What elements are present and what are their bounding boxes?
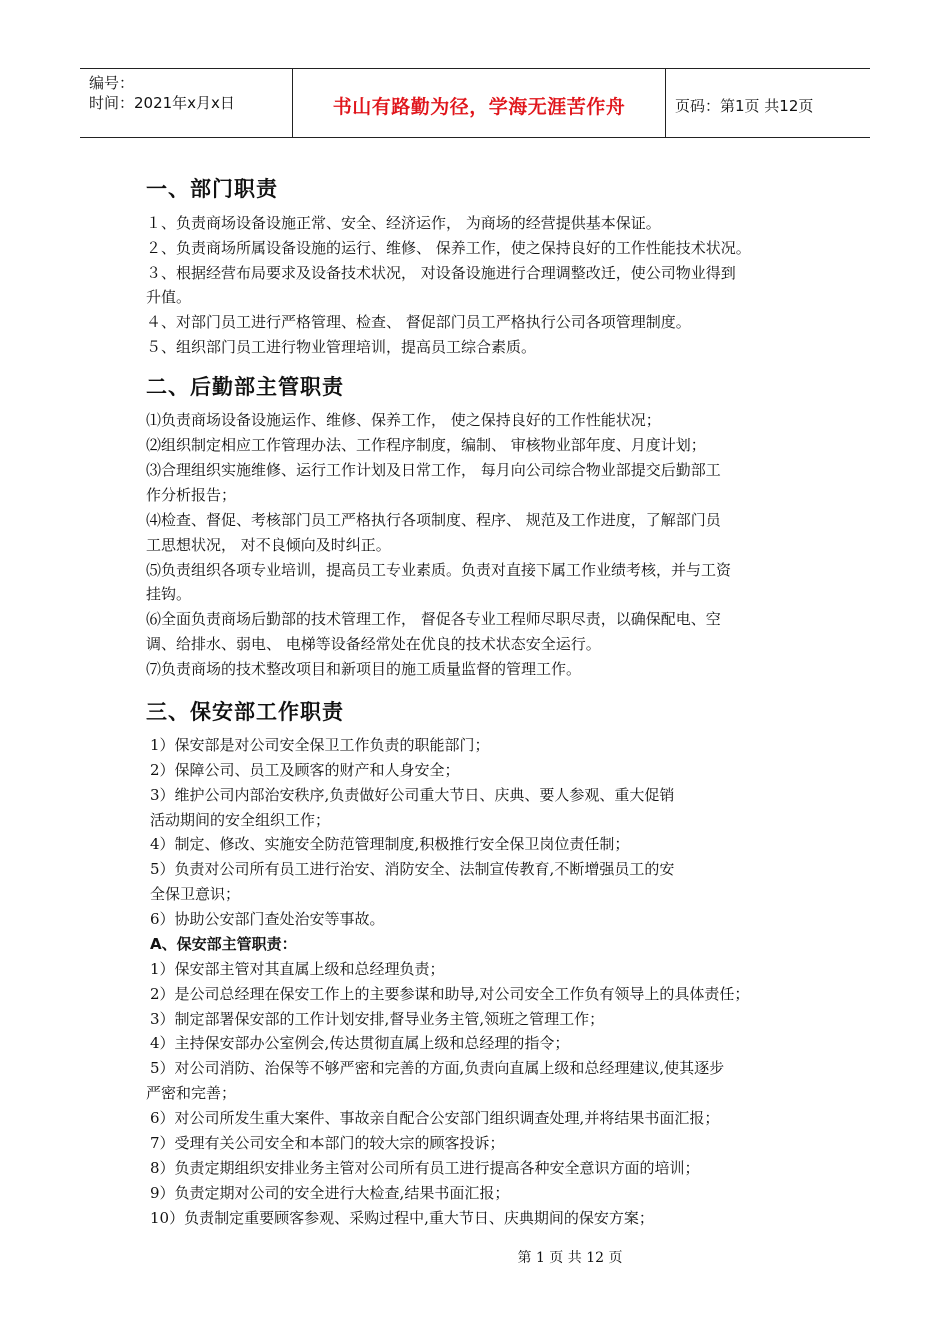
paragraph-line: ５、组织部门员工进行物业管理培训，提高员工综合素质。: [146, 338, 537, 356]
header-page-label: 页码：第1页 共12页: [675, 96, 814, 115]
paragraph-line: ２、负责商场所属设备设施的运行、维修、 保养工作，使之保持良好的工作性能技术状况。: [146, 239, 751, 257]
section-title: 二、后勤部主管职责: [146, 375, 344, 399]
paragraph-line: 10）负责制定重要顾客参观、采购过程中,重大节日、庆典期间的保安方案；: [150, 1209, 654, 1227]
paragraph-line: ⑵组织制定相应工作管理办法、工作程序制度，编制、 审核物业部年度、月度计划；: [146, 436, 706, 454]
paragraph-line: ⑺负责商场的技术整改项目和新项目的施工质量监督的管理工作。: [146, 660, 582, 678]
paragraph-line: 1）保安部是对公司安全保卫工作负责的职能部门；: [150, 736, 490, 754]
paragraph-line: １、负责商场设备设施正常、安全、经济运作， 为商场的经营提供基本保证。: [146, 214, 661, 232]
paragraph-line: 2）保障公司、员工及顾客的财产和人身安全；: [150, 761, 460, 779]
header-motto: 书山有路勤为径，学海无涯苦作舟: [293, 69, 666, 137]
page-header: [80, 68, 870, 138]
paragraph-line: 3）维护公司内部治安秩序,负责做好公司重大节日、庆典、要人参观、重大促销: [150, 786, 675, 804]
number-label: 编号：: [89, 74, 135, 92]
section-title: 一、部门职责: [146, 177, 278, 201]
paragraph-line: 9）负责定期对公司的安全进行大检查,结果书面汇报；: [150, 1184, 510, 1202]
paragraph-line: 升值。: [146, 288, 192, 306]
paragraph-line: ４、对部门员工进行严格管理、检查、 督促部门员工严格执行公司各项管理制度。: [146, 313, 691, 331]
header-meta: [80, 69, 293, 137]
paragraph-line: 调、给排水、弱电、 电梯等设备经常处在优良的技术状态安全运行。: [146, 635, 601, 653]
paragraph-line: 4）主持保安部办公室例会,传达贯彻直属上级和总经理的指令；: [150, 1034, 570, 1052]
paragraph-line: 全保卫意识；: [150, 885, 241, 903]
paragraph-line: ⑷检查、督促、考核部门员工严格执行各项制度、程序、 规范及工作进度，了解部门员: [146, 511, 721, 529]
subsection-heading: A、保安部主管职责：: [150, 935, 297, 953]
paragraph-line: 8）负责定期组织安排业务主管对公司所有员工进行提高各种安全意识方面的培训；: [150, 1159, 700, 1177]
paragraph-line: ⑴负责商场设备设施运作、维修、保养工作， 使之保持良好的工作性能状况；: [146, 411, 661, 429]
paragraph-line: 1）保安部主管对其直属上级和总经理负责；: [150, 960, 445, 978]
paragraph-line: ⑸负责组织各项专业培训，提高员工专业素质。负责对直接下属工作业绩考核，并与工资: [146, 561, 732, 579]
paragraph-line: 2）是公司总经理在保安工作上的主要参谋和助导,对公司安全工作负有领导上的具体责任；: [150, 985, 750, 1003]
paragraph-line: 5）对公司消防、治保等不够严密和完善的方面,负责向直属上级和总经理建议,使其逐步: [150, 1059, 725, 1077]
paragraph-line: 作分析报告；: [146, 486, 237, 504]
paragraph-line: 活动期间的安全组织工作；: [150, 811, 331, 829]
paragraph-line: 6）协助公安部门查处治安等事故。: [150, 910, 385, 928]
paragraph-line: 挂钩。: [146, 585, 192, 603]
paragraph-line: ⑹全面负责商场后勤部的技术管理工作， 督促各专业工程师尽职尽责，以确保配电、空: [146, 610, 721, 628]
paragraph-line: ⑶合理组织实施维修、运行工作计划及日常工作， 每月向公司综合物业部提交后勤部工: [146, 461, 721, 479]
paragraph-line: 工思想状况， 对不良倾向及时纠正。: [146, 536, 391, 554]
paragraph-line: 6）对公司所发生重大案件、事故亲自配合公安部门组织调查处理,并将结果书面汇报；: [150, 1109, 720, 1127]
paragraph-line: 3）制定部署保安部的工作计划安排,督导业务主管,领班之管理工作；: [150, 1010, 605, 1028]
page-footer: 第 1 页 共 12 页: [517, 1250, 623, 1266]
paragraph-line: 5）负责对公司所有员工进行治安、消防安全、法制宣传教育,不断增强员工的安: [150, 860, 675, 878]
paragraph-line: 严密和完善；: [146, 1084, 237, 1102]
section-title: 三、保安部工作职责: [146, 700, 344, 724]
paragraph-line: 7）受理有关公司安全和本部门的较大宗的顾客投诉；: [150, 1134, 505, 1152]
time-label: 时间：2021年x月x日: [89, 94, 235, 112]
paragraph-line: 4）制定、修改、实施安全防范管理制度,积极推行安全保卫岗位责任制；: [150, 835, 630, 853]
paragraph-line: ３、根据经营布局要求及设备技术状况， 对设备设施进行合理调整改迁，使公司物业得到: [146, 264, 736, 282]
